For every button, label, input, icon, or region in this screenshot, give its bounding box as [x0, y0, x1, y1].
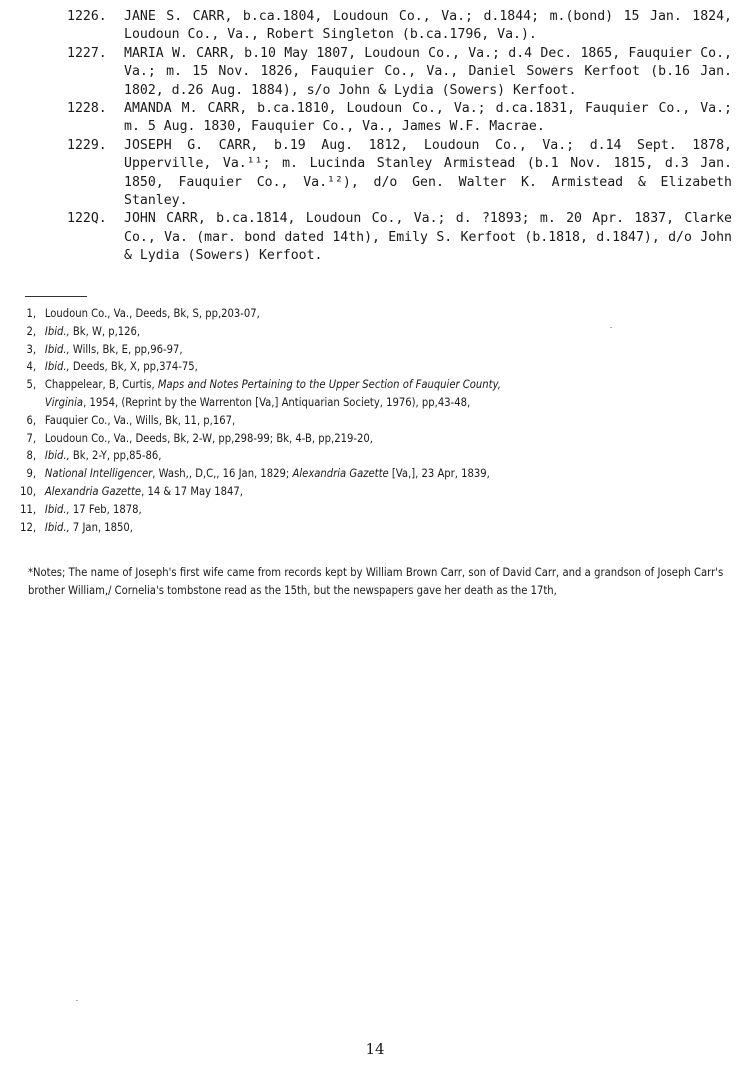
page-number: 14: [365, 1040, 385, 1058]
footnote-number: 11,: [20, 501, 37, 516]
footnote-title: Maps and Notes Pertaining to the Upper Section of Fauquier County,: [157, 377, 501, 392]
footnote-ibid: Ibid.,: [44, 519, 70, 534]
footnote-item: [0, 376, 731, 412]
footnote-item: [0, 501, 731, 519]
footnote-separator: [25, 296, 87, 297]
footnote-text: Wills, Bk, E, pp,96-97,: [69, 341, 183, 356]
footnote-text: , 1954, (Reprint by the Warrenton [Va,] Antiquarian Society, 1976), pp,43-48,: [83, 394, 471, 409]
entry-1229: [0, 137, 750, 211]
footnote-number: 7,: [26, 430, 37, 445]
footnote-number: 12,: [20, 519, 37, 534]
footnote-item: [0, 358, 731, 376]
footnote-text: [Va,], 23 Apr, 1839,: [388, 466, 490, 481]
footnote-item: [0, 483, 731, 501]
entry-text: JANE S. CARR, b.ca.1804, Loudoun Co., Va.; d.1844; m.(bond) 15 Jan. 1824, Loudoun Co., Va., Robert Singleton (b.ca.1796, Va.).: [124, 9, 732, 43]
entry-1227: [0, 45, 750, 100]
footnote-text: , 14 & 17 May 1847,: [141, 483, 243, 498]
entry-number: 122Q.: [67, 211, 107, 227]
footnote-text: Fauquier Co., Va., Wills, Bk, 11, p,167,: [44, 412, 236, 427]
footnotes-list: [0, 305, 660, 536]
footnote-ibid: Ibid.,: [44, 341, 70, 356]
entry-1226: [0, 8, 750, 45]
footnote-title: Virginia: [44, 394, 84, 409]
entry-number: 1228.: [67, 101, 107, 117]
footnote-ibid: Ibid.,: [44, 359, 70, 374]
footnote-number: 6,: [26, 412, 37, 427]
footnote-text: Deeds, Bk, X, pp,374-75,: [69, 359, 198, 374]
footnote-text: Loudoun Co., Va., Deeds, Bk, 2-W, pp,298-99; Bk, 4-B, pp,219-20,: [44, 430, 373, 445]
footnote-number: 8,: [26, 448, 37, 463]
footnote-ibid: Ibid.,: [44, 448, 70, 463]
footnote-text: Chappelear, B, Curtis,: [44, 377, 158, 392]
genealogy-entries: [0, 8, 750, 266]
entry-1230: [0, 210, 750, 265]
footnote-number: 2,: [26, 323, 37, 338]
footnote-number: 5,: [26, 377, 37, 392]
footnote-item: [0, 412, 731, 430]
footnote-text: 7 Jan, 1850,: [69, 519, 134, 534]
entry-number: 1227.: [67, 45, 107, 61]
footnote-item: [0, 519, 731, 537]
scan-speck: [76, 1000, 78, 1001]
footnote-item: [0, 305, 731, 323]
footnote-number: 3,: [26, 341, 37, 356]
footnote-text: Bk, 2-Y, pp,85-86,: [69, 448, 162, 463]
footnote-title: National Intelligencer: [44, 466, 153, 481]
footnote-item: [0, 465, 731, 483]
entry-number: 1226.: [67, 9, 107, 24]
footnote-item: [0, 447, 731, 465]
entry-text: AMANDA M. CARR, b.ca.1810, Loudoun Co., Va.; d.ca.1831, Fauquier Co., Va.; m. 5 Aug. 1830, Fauquier Co., Va., James W.F. Macrae.: [124, 101, 732, 135]
footnote-ibid: Ibid.,: [44, 323, 70, 338]
footnote-text: Loudoun Co., Va., Deeds, Bk, S, pp,203-07,: [44, 306, 260, 320]
entry-1228: [0, 100, 750, 137]
footnote-number: 10,: [20, 483, 37, 498]
footnote-number: 9,: [26, 466, 37, 481]
footnote-number: 1,: [26, 306, 37, 320]
notes-paragraph: *Notes; The name of Joseph's first wife came from records kept by William Brown Carr, son of David Carr, and a grandson of Joseph Carr's brother William,/ Cornelia's tombstone read as the 15th, but the newspapers gave her death as the 17th,: [28, 565, 724, 597]
entry-text: JOHN CARR, b.ca.1814, Loudoun Co., Va.; d. ?1893; m. 20 Apr. 1837, Clarke Co., Va. (mar. bond dated 14th), Emily S. Kerfoot (b.1818, d.1847), d/o John & Lydia (Sowers) Kerfoot.: [124, 211, 732, 264]
scan-speck: [610, 327, 612, 328]
footnote-continuation: [45, 394, 731, 412]
footnote-ibid: Ibid.,: [44, 501, 70, 516]
footnote-item: [0, 323, 731, 341]
footnote-title: Alexandria Gazette: [44, 483, 142, 498]
entry-text: JOSEPH G. CARR, b.19 Aug. 1812, Loudoun Co., Va.; d.14 Sept. 1878, Upperville, Va.¹¹; m. Lucinda Stanley Armistead (b.1 Nov. 1815, d.3 Jan. 1850, Fauquier Co., Va.¹²), d/o Gen. Walter K. Armistead & Elizabeth Stanley.: [124, 137, 732, 209]
footnote-item: [0, 341, 731, 359]
footnote-text: 17 Feb, 1878,: [69, 501, 142, 516]
entry-number: 1229.: [67, 137, 107, 153]
footnote-text: , Wash,, D,C,, 16 Jan, 1829;: [152, 466, 293, 481]
entry-text: MARIA W. CARR, b.10 May 1807, Loudoun Co., Va.; d.4 Dec. 1865, Fauquier Co., Va.; m. 15 Nov. 1826, Fauquier Co., Va., Daniel Sowers Kerfoot (b.16 Jan. 1802, d.26 Aug. 1884), s/o John & Lydia (Sowers) Kerfoot.: [124, 45, 732, 98]
footnote-title: Alexandria Gazette: [292, 466, 389, 481]
footnote-number: 4,: [26, 359, 37, 374]
footnote-text: Bk, W, p,126,: [69, 323, 141, 338]
footnote-item: [0, 430, 731, 448]
